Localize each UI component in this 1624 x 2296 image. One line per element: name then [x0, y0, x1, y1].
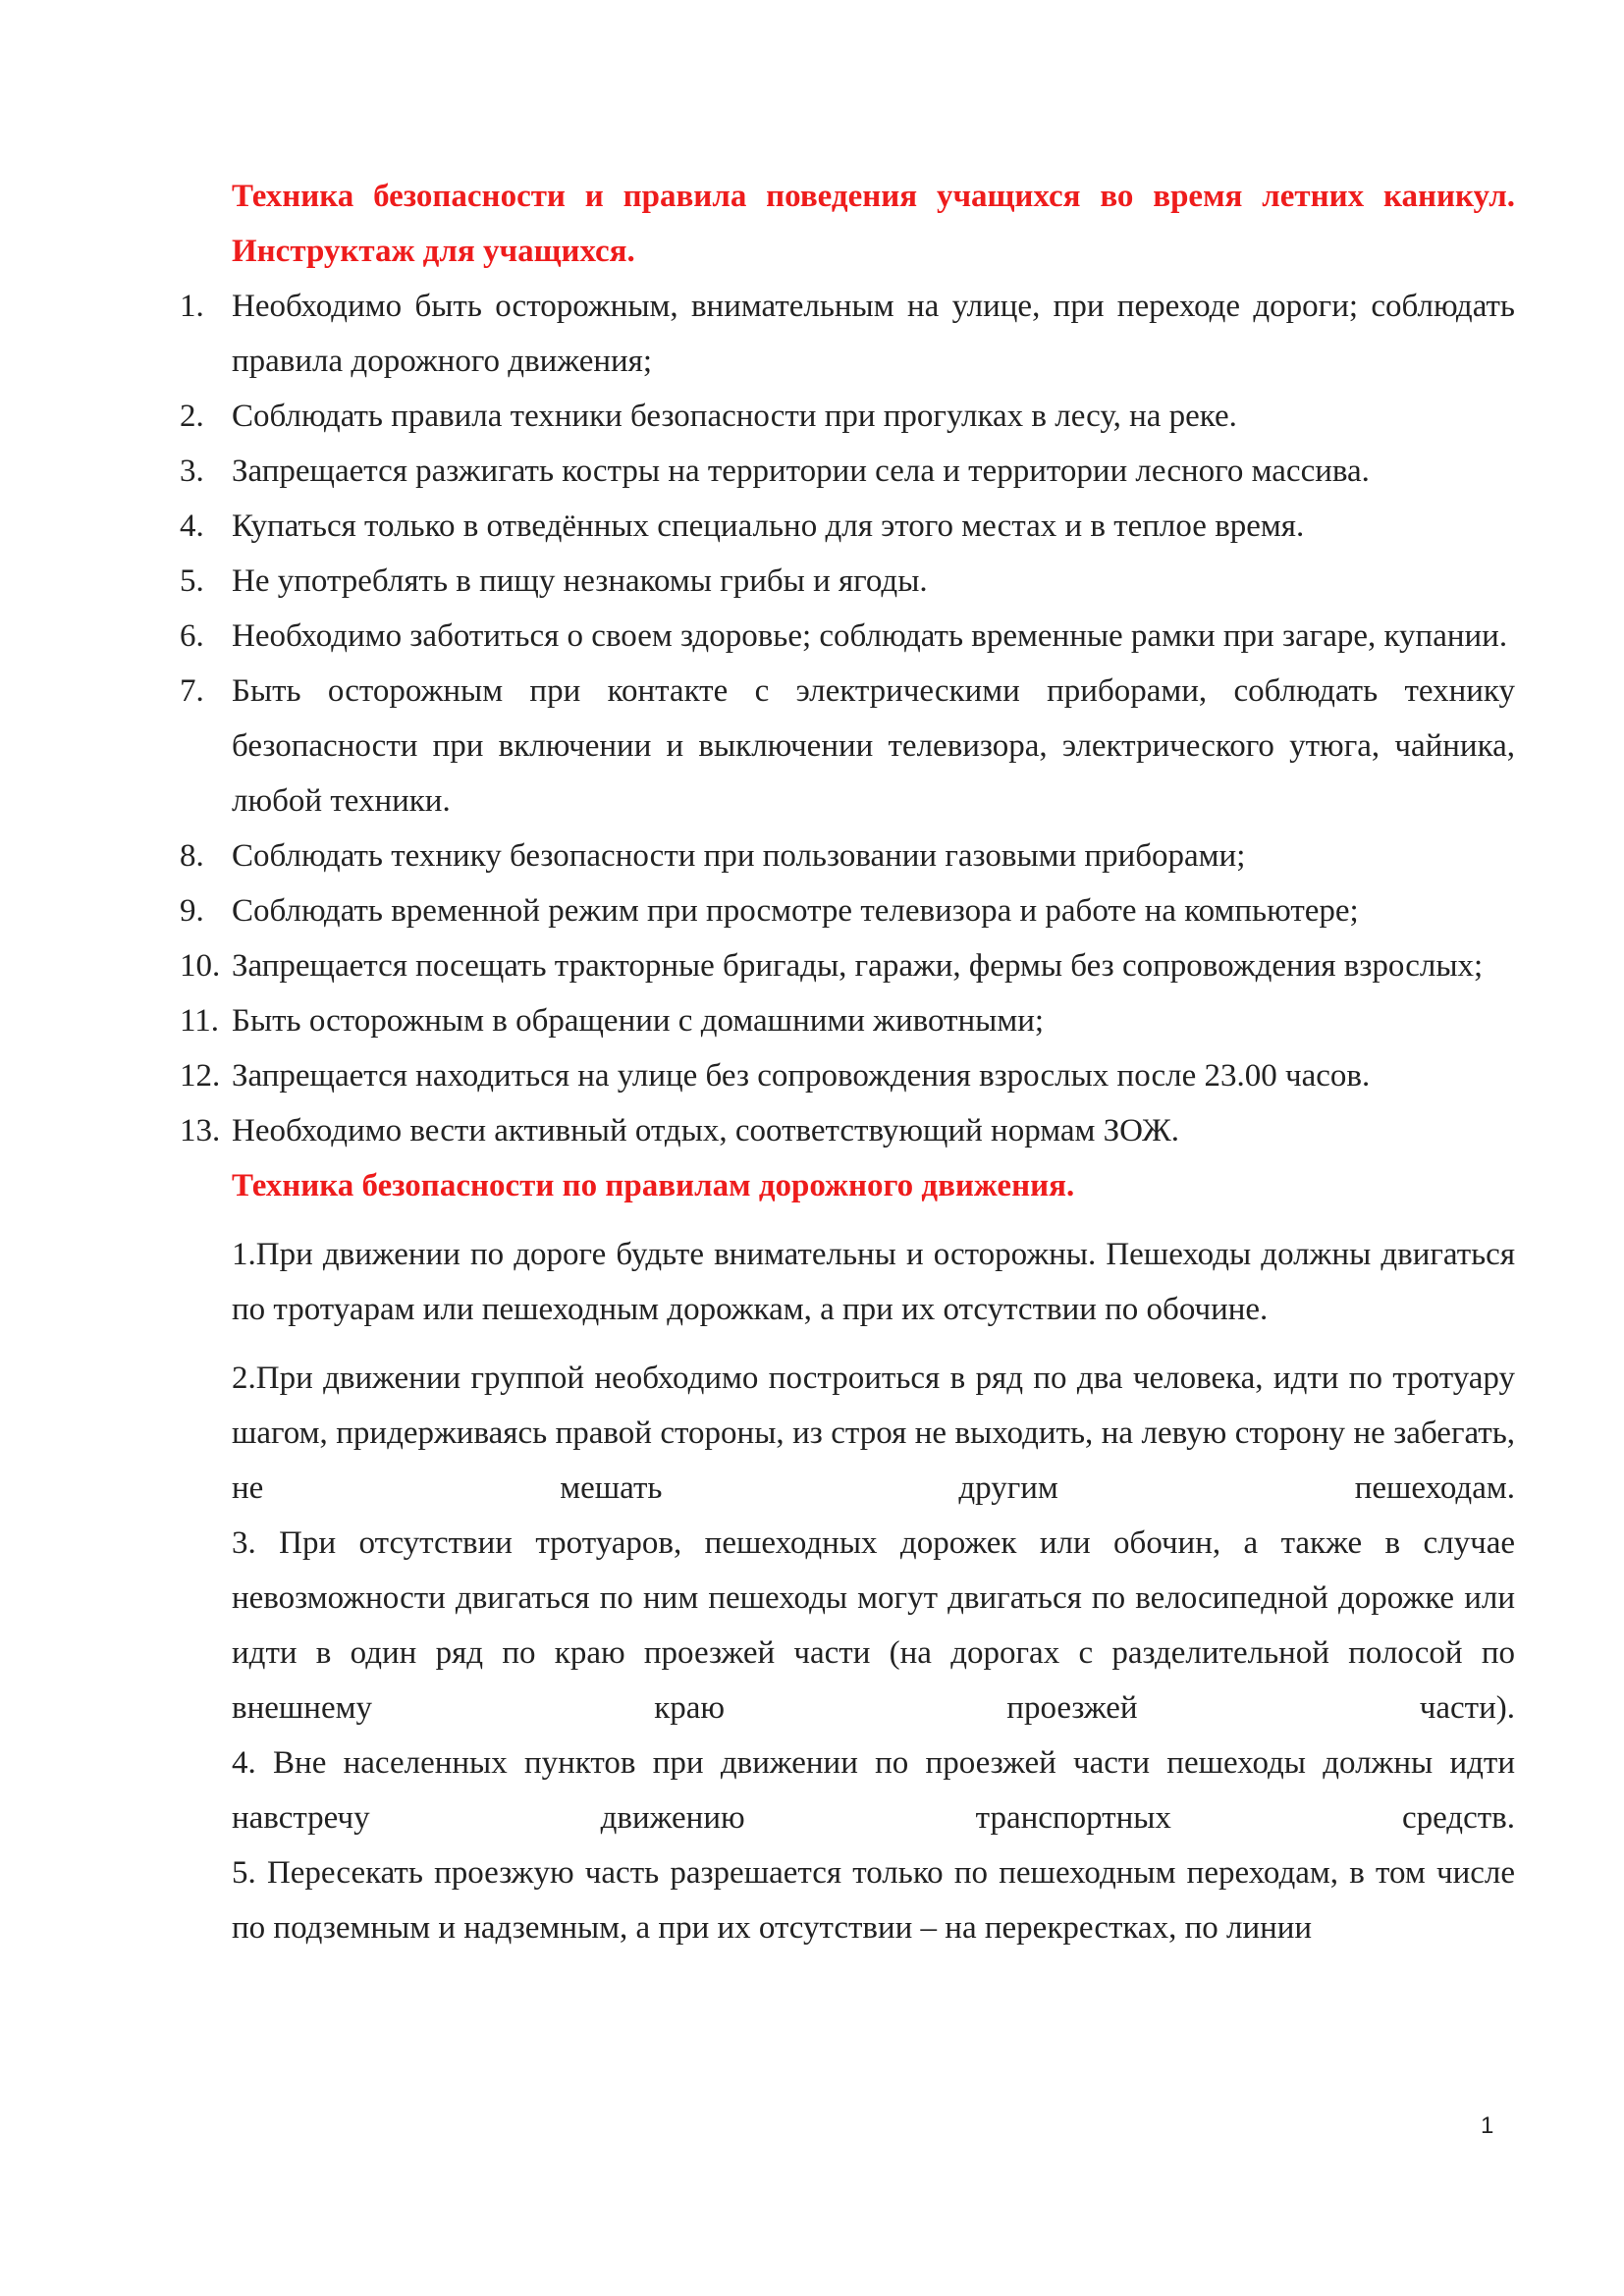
traffic-paragraph-4: 4. Вне населенных пунктов при движении по проезжей части пешеходы должны идти навстречу движению транспортных средств.	[232, 1745, 1515, 1836]
rule-item	[180, 993, 1515, 1048]
main-heading: Техника безопасности и правила поведения учащихся во время летних каникул. Инструктаж для учащихся.	[232, 179, 1515, 269]
traffic-paragraph-1: 1.При движении по дороге будьте внимательны и осторожны. Пешеходы должны двигаться по тротуарам или пешеходным дорожкам, а при их отсутствии по обочине.	[232, 1237, 1515, 1327]
traffic-paragraph-2: 2.При движении группой необходимо построиться в ряд по два человека, идти по тротуару шагом, придерживаясь правой стороны, из строя не выходить, на левую сторону не забегать, не мешать другим пешеходам.	[232, 1361, 1515, 1506]
rule-item	[180, 1048, 1515, 1103]
rule-text: Необходимо быть осторожным, внимательным на улице, при переходе дороги; соблюдать правила дорожного движения;	[232, 289, 1515, 379]
rule-item	[180, 938, 1515, 993]
rule-item	[180, 444, 1515, 499]
rule-text: Быть осторожным в обращении с домашними животными;	[232, 1003, 1045, 1039]
rules-list	[180, 279, 1515, 1158]
rule-item	[180, 279, 1515, 389]
rule-number: 13.	[180, 1113, 221, 1148]
rule-item	[180, 664, 1515, 828]
rule-text: Купаться только в отведённых специально для этого местах и в теплое время.	[232, 508, 1305, 544]
rule-item	[180, 554, 1515, 609]
rule-item	[180, 609, 1515, 664]
rule-item	[180, 828, 1515, 883]
rule-text: Быть осторожным при контакте с электрическими приборами, соблюдать технику безопасности при включении и выключении телевизора, электрического утюга, чайника, любой техники.	[232, 673, 1515, 819]
rule-number: 4.	[180, 508, 204, 544]
rule-number: 11.	[180, 1003, 220, 1039]
rule-number: 5.	[180, 563, 204, 599]
traffic-heading: Техника безопасности по правилам дорожного движения.	[232, 1168, 1075, 1203]
rule-number: 12.	[180, 1058, 221, 1094]
rule-text: Запрещается находиться на улице без сопровождения взрослых после 23.00 часов.	[232, 1058, 1371, 1094]
rule-number: 8.	[180, 838, 204, 874]
rule-number: 9.	[180, 893, 204, 929]
rule-number: 6.	[180, 618, 204, 654]
page-number: 1	[1481, 2112, 1494, 2139]
traffic-paragraph-3: 3. При отсутствии тротуаров, пешеходных дорожек или обочин, а также в случае невозможности двигаться по ним пешеходы могут двигаться по велосипедной дорожке или идти в один ряд по краю проезжей части (на дорогах с разделительной полосой по внешнему краю проезжей части).	[232, 1525, 1515, 1726]
rule-text: Необходимо заботиться о своем здоровье; соблюдать временные рамки при загаре, купании.	[232, 618, 1508, 654]
rule-number: 2.	[180, 399, 204, 434]
rule-number: 3.	[180, 454, 204, 489]
rule-text: Запрещается посещать тракторные бригады, гаражи, фермы без сопровождения взрослых;	[232, 948, 1484, 984]
rule-text: Запрещается разжигать костры на территории села и территории лесного массива.	[232, 454, 1370, 489]
page-content	[180, 169, 1515, 1955]
rule-number: 1.	[180, 289, 204, 324]
rule-item	[180, 1103, 1515, 1158]
rule-item	[180, 883, 1515, 938]
traffic-paragraph-5: 5. Пересекать проезжую часть разрешается только по пешеходным переходам, в том числе по подземным и надземным, а при их отсутствии – на перекрестках, по линии	[232, 1855, 1515, 1946]
rule-text: Соблюдать правила техники безопасности при прогулках в лесу, на реке.	[232, 399, 1237, 434]
rule-item	[180, 499, 1515, 554]
rule-number: 7.	[180, 673, 204, 709]
rule-text: Соблюдать временной режим при просмотре телевизора и работе на компьютере;	[232, 893, 1359, 929]
rule-item	[180, 389, 1515, 444]
rule-text: Необходимо вести активный отдых, соответствующий нормам ЗОЖ.	[232, 1113, 1179, 1148]
rule-number: 10.	[180, 948, 221, 984]
rule-text: Соблюдать технику безопасности при пользовании газовыми приборами;	[232, 838, 1246, 874]
rule-text: Не употреблять в пищу незнакомы грибы и ягоды.	[232, 563, 928, 599]
